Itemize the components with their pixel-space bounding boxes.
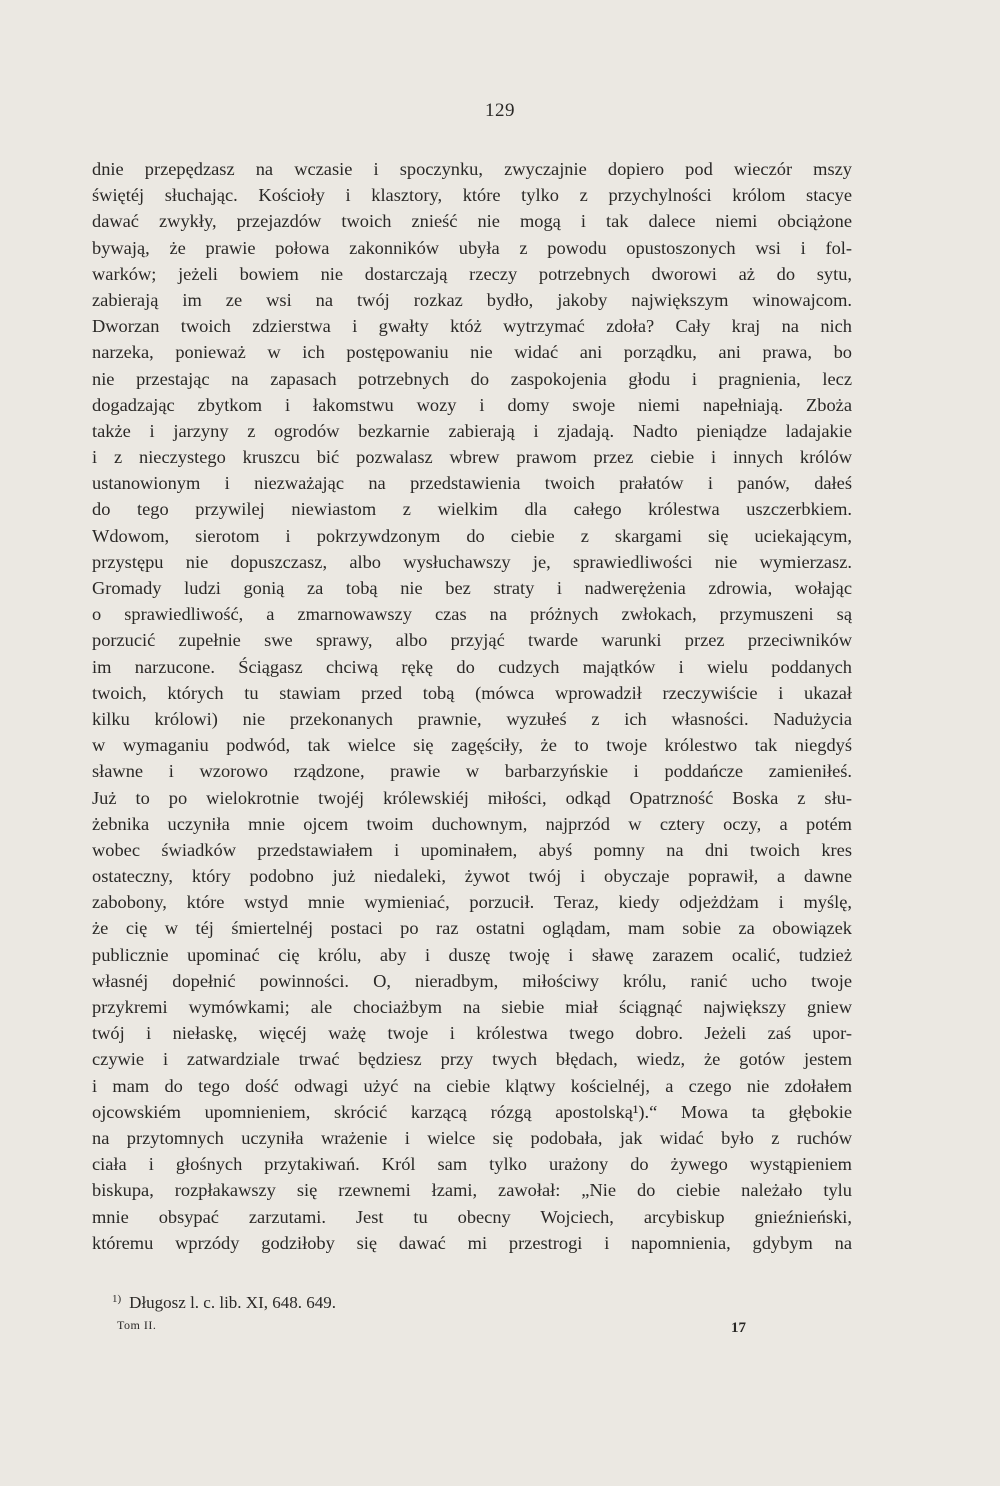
text-line: do tego przywilej niewiastom z wielkim dla całego królestwa uszczerbkiem. xyxy=(92,499,852,520)
footnote-marker: 1) xyxy=(112,1293,122,1305)
footnote xyxy=(112,1288,336,1314)
text-line: twoich, których tu stawiam przed tobą (mówca wprowadził rzeczywiście i ukazał xyxy=(92,682,852,703)
text-line: świętéj słuchając. Kościoły i klasztory, które tylko z przychylności królom stacye xyxy=(92,185,852,206)
text-line: twój i niełaskę, więcéj ważę twoje i królestwa twego dobro. Jeżeli zaś upor- xyxy=(92,1023,852,1044)
page-number: 129 xyxy=(485,100,515,121)
text-line: i mam do tego dość odwagi użyć na ciebie klątwy kościelnéj, a czego nie zdołałem xyxy=(92,1075,852,1096)
text-line: Dworzan twoich zdzierstwa i gwałty któż wytrzymać zdoła? Cały kraj na nich xyxy=(92,316,852,337)
text-line: ciała i głośnych przytakiwań. Król sam tylko urażony do żywego wystąpieniem xyxy=(92,1154,852,1175)
text-line: mnie obsypać zarzutami. Jest tu obecny Wojciech, arcybiskup gnieźnieński, xyxy=(92,1206,852,1227)
text-line: warków; jeżeli bowiem nie dostarczają rzeczy potrzebnych dworowi aż do sytu, xyxy=(92,263,852,284)
text-line: że cię w téj śmiertelnéj postaci po raz ostatni oglądam, mam sobie za obowiązek xyxy=(92,918,852,939)
text-line: zabierają im ze wsi na twój rozkaz bydło, jakoby największym winowajcom. xyxy=(92,289,852,310)
text-line: własnéj dopełnić powinności. O, nieradbym, miłościwy królu, ranić ucho twoje xyxy=(92,970,852,991)
text-line: na przytomnych uczyniła wrażenie i wielce się podobała, jak widać było z ruchów xyxy=(92,1127,852,1148)
text-line: w wymaganiu podwód, tak wielce się zagęściły, że to twoje królestwo tak niegdyś xyxy=(92,735,852,756)
text-line: o sprawiedliwość, a zmarnowawszy czas na próżnych zwłokach, przymuszeni są xyxy=(92,604,852,625)
text-line: kilku królowi) nie przekonanych prawnie, wyzułeś z ich własności. Nadużycia xyxy=(92,708,852,729)
text-line: także i jarzyny z ogrodów bezkarnie zabierają i zjadają. Nadto pieniądze ladajakie xyxy=(92,420,852,441)
text-line: ojcowskiém upomnieniem, skrócić karzącą rózgą apostolską¹).“ Mowa ta głębokie xyxy=(92,1101,852,1122)
text-line: któremu wprzódy godziłoby się dawać mi przestrogi i napomnienia, gdybym na xyxy=(92,1232,852,1253)
body-text xyxy=(92,156,852,1256)
text-line: narzeka, ponieważ w ich postępowaniu nie widać ani porządku, ani prawa, bo xyxy=(92,342,852,363)
text-line: bywają, że prawie połowa zakonników ubyła z powodu opustoszonych wsi i fol- xyxy=(92,237,852,258)
footnote-text: Długosz l. c. lib. XI, 648. 649. xyxy=(129,1293,336,1312)
text-line: dnie przepędzasz na wczasie i spoczynku, zwyczajnie dopiero pod wieczór mszy xyxy=(92,159,852,179)
text-line: wobec świadków przedstawiałem i upominałem, abyś pomny na dni twoich kres xyxy=(92,839,852,860)
text-line: żebnika uczyniła mnie ojcem twoim duchownym, najprzód w cztery oczy, a potém xyxy=(92,813,852,834)
text-line: czywie i zatwardziale trwać będziesz przy twych błędach, wiedz, że gotów jestem xyxy=(92,1049,852,1070)
text-line: nie przestając na zapasach potrzebnych do zaspokojenia głodu i pragnienia, lecz xyxy=(92,368,852,389)
text-line: porzucić zupełnie swe sprawy, albo przyjąć twarde warunki przez przeciwników xyxy=(92,630,852,651)
text-line: dawać zwykły, przejazdów twoich znieść nie mogą i tak dalece niemi obciążone xyxy=(92,211,852,232)
text-line: biskupa, rozpłakawszy się rzewnemi łzami, zawołał: „Nie do ciebie należało tylu xyxy=(92,1180,852,1201)
text-line: ostateczny, który podobno już niedaleki, żywot twój i obyczaje poprawił, a dawne xyxy=(92,866,852,887)
text-line: przykremi wymówkami; ale chociażbym na siebie miał ściągnąć największy gniew xyxy=(92,997,852,1017)
text-line: Już to po wielokrotnie twojéj królewskiéj miłości, odkąd Opatrzność Boska z słu- xyxy=(92,787,852,808)
text-line: Gromady ludzi gonią za tobą nie bez straty i nadwerężenia zdrowia, wołając xyxy=(92,578,852,598)
volume-mark: Tom II. xyxy=(117,1318,157,1332)
text-line: dogadzając zbytkom i łakomstwu wozy i domy swoje niemi napełniają. Zboża xyxy=(92,394,852,415)
signature-mark: 17 xyxy=(731,1320,746,1336)
text-line: im narzucone. Ściągasz chciwą rękę do cudzych majątków i wielu poddanych xyxy=(92,656,852,677)
text-line: Wdowom, sierotom i pokrzywdzonym do ciebie z skargami się uciekającym, xyxy=(92,525,852,546)
text-line: przystępu nie dopuszczasz, albo wysłuchawszy je, sprawiedliwości nie wymierzasz. xyxy=(92,551,852,572)
text-line: sławne i wzorowo rządzone, prawie w barbarzyńskie i poddańcze zamieniłeś. xyxy=(92,761,852,782)
text-line: publicznie upominać cię królu, aby i duszę twoję i sławę zarazem ocalić, tudzież xyxy=(92,944,852,965)
text-line: i z nieczystego kruszcu bić pozwalasz wbrew prawom przez ciebie i innych królów xyxy=(92,447,852,468)
text-line: zabobony, które wstyd mnie wymieniać, porzucił. Teraz, kiedy odjeżdżam i myślę, xyxy=(92,892,852,913)
text-line: ustanowionym i niezważając na przedstawienia twoich prałatów i panów, dałeś xyxy=(92,473,852,494)
